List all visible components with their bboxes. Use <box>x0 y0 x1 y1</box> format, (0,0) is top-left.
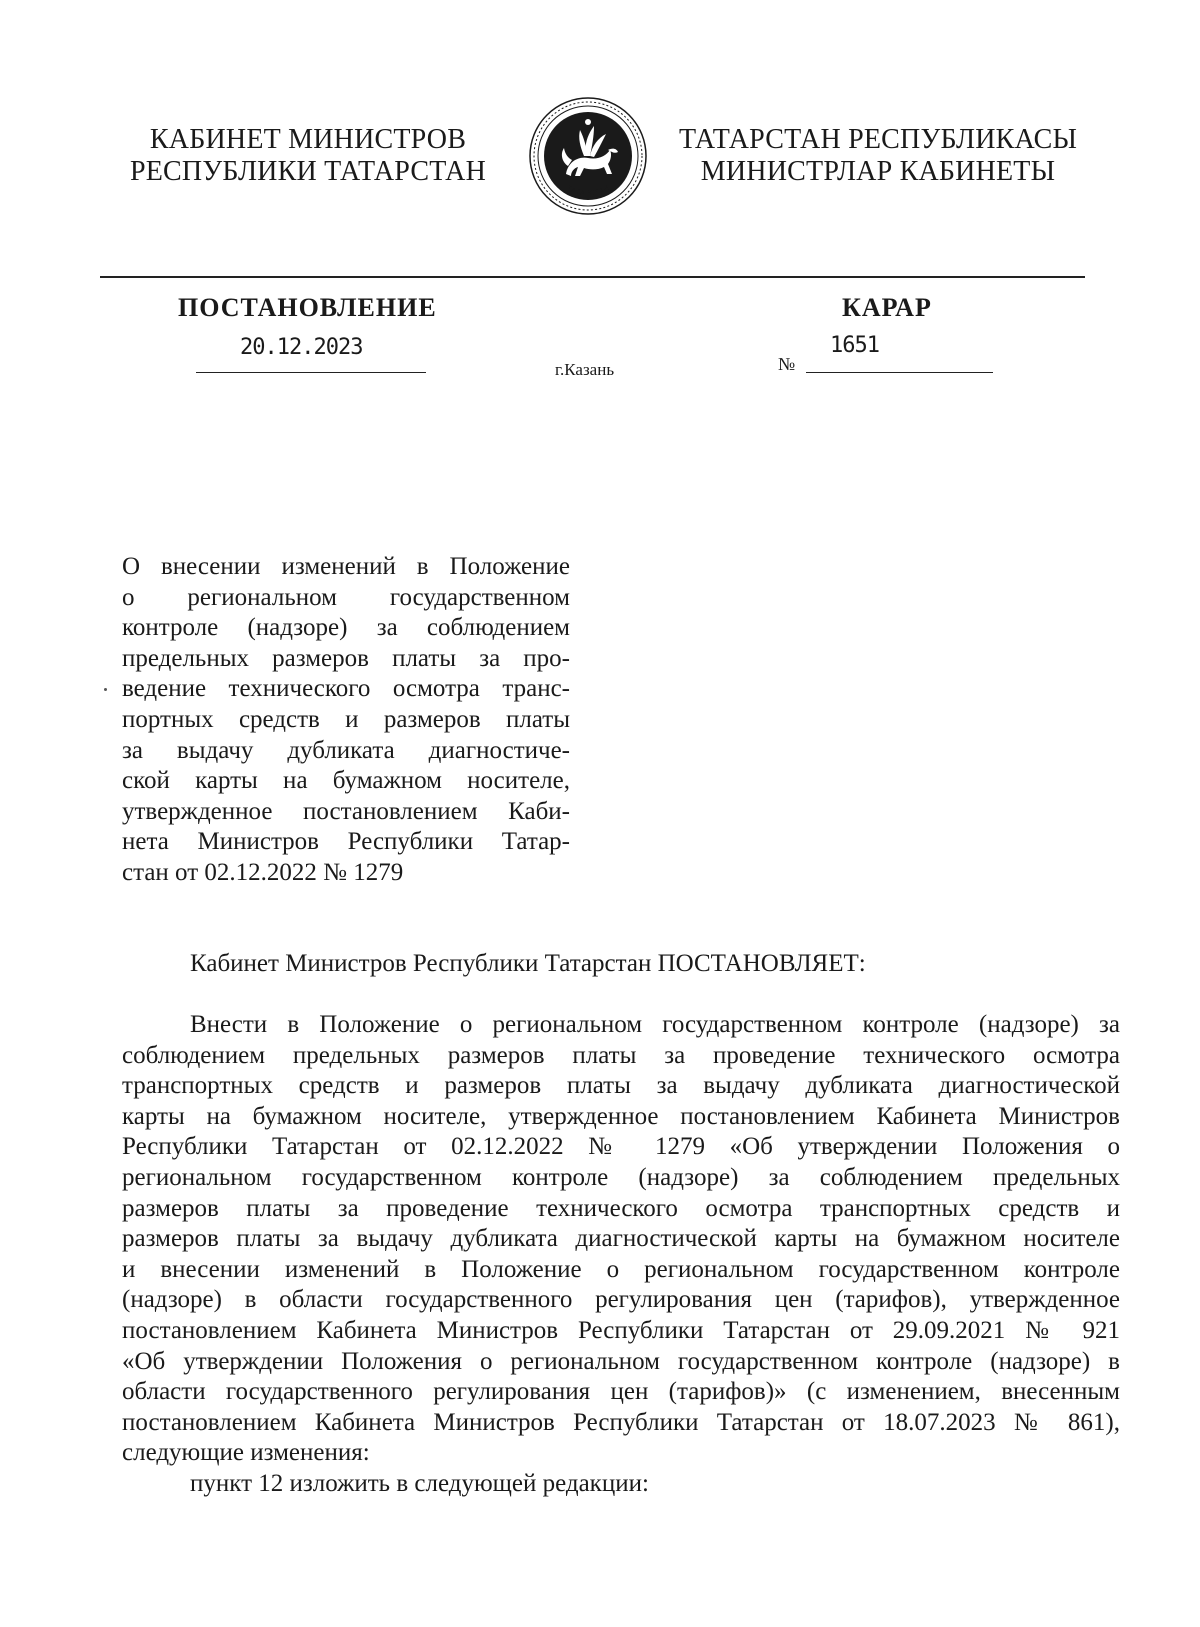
subject-line: нета Министров Республики Татар- <box>122 828 570 856</box>
header-right-line-1: ТАТАРСТАН РЕСПУБЛИКАСЫ <box>678 124 1078 155</box>
doc-city: г.Казань <box>555 360 615 379</box>
subject-line: контроле (надзоре) за соблюдением <box>122 614 570 642</box>
subject-line: стан от 02.12.2022 № 1279 <box>122 858 404 886</box>
subject-line: портных средств и размеров платы <box>122 705 570 733</box>
body-line: постановлением Кабинета Министров Республики Татарстан от 29.09.2021 № 921 <box>122 1316 1120 1344</box>
body-line: соблюдением предельных размеров платы за проведение технического осмотра <box>122 1041 1120 1069</box>
body-line: размеров платы за выдачу дубликата диагностической карты на бумажном носителе <box>122 1225 1120 1253</box>
header-left-ru <box>118 124 498 188</box>
body-line: региональном государственном контроле (надзоре) за соблюдением предельных <box>122 1163 1120 1191</box>
subject-line: утвержденное постановлением Каби- <box>122 797 570 825</box>
date-underline <box>196 372 426 373</box>
header-left-line-1: КАБИНЕТ МИНИСТРОВ <box>149 124 467 155</box>
subject-line: за выдачу дубликата диагностиче- <box>122 736 570 764</box>
body-line: следующие изменения: <box>122 1439 370 1467</box>
body-line: постановлением Кабинета Министров Республики Татарстан от 18.07.2023 № 861), <box>122 1408 1120 1436</box>
body-line: области государственного регулирования цен (тарифов)» (с изменением, внесенным <box>122 1378 1120 1406</box>
scan-speck <box>104 688 107 691</box>
header-divider <box>100 276 1085 278</box>
subject-line: о региональном государственном <box>122 583 570 611</box>
number-underline <box>806 372 993 373</box>
header-left-line-2: РЕСПУБЛИКИ ТАТАРСТАН <box>129 156 487 187</box>
body-line: транспортных средств и размеров платы за выдачу дубликата диагностической <box>122 1072 1120 1100</box>
emblem-ring-text: ТАТАРСТАН <box>565 183 611 198</box>
body-line: Республики Татарстан от 02.12.2022 № 1279 «Об утверждении Положения о <box>122 1133 1120 1161</box>
header-right-tt <box>668 124 1088 188</box>
header-right-line-2: МИНИСТРЛАР КАБИНЕТЫ <box>700 156 1056 187</box>
doc-subject <box>122 552 570 889</box>
subject-line: предельных размеров платы за про- <box>122 644 570 672</box>
body-line: размеров платы за проведение технического осмотра транспортных средств и <box>122 1194 1120 1222</box>
doc-body <box>122 1010 1120 1500</box>
number-sign: № <box>778 354 796 374</box>
doc-number: 1651 <box>830 333 879 358</box>
tatarstan-coat-of-arms-icon <box>528 96 648 216</box>
amendment-item-line: пункт 12 изложить в следующей редакции: <box>190 1469 649 1497</box>
body-line: карты на бумажном носителе, утвержденное постановлением Кабинета Министров <box>122 1102 1120 1130</box>
body-line: (надзоре) в области государственного регулирования цен (тарифов), утвержденное <box>122 1286 1120 1314</box>
body-line: «Об утверждении Положения о региональном государственном контроле (надзоре) в <box>122 1347 1120 1375</box>
doc-kind-tt: КАРАР <box>842 293 932 322</box>
doc-kind-ru: ПОСТАНОВЛЕНИЕ <box>178 293 437 322</box>
subject-line: ведение технического осмотра транс- <box>122 675 570 703</box>
subject-line: ской карты на бумажном носителе, <box>122 767 570 795</box>
body-line: и внесении изменений в Положение о региональном государственном контроле <box>122 1255 1120 1283</box>
decree-statement: Кабинет Министров Республики Татарстан ПОСТАНОВЛЯЕТ: <box>190 950 866 977</box>
doc-date: 20.12.2023 <box>240 335 363 360</box>
body-line: Внести в Положение о региональном государственном контроле (надзоре) за <box>190 1011 1120 1038</box>
subject-line: О внесении изменений в Положение <box>122 553 570 580</box>
